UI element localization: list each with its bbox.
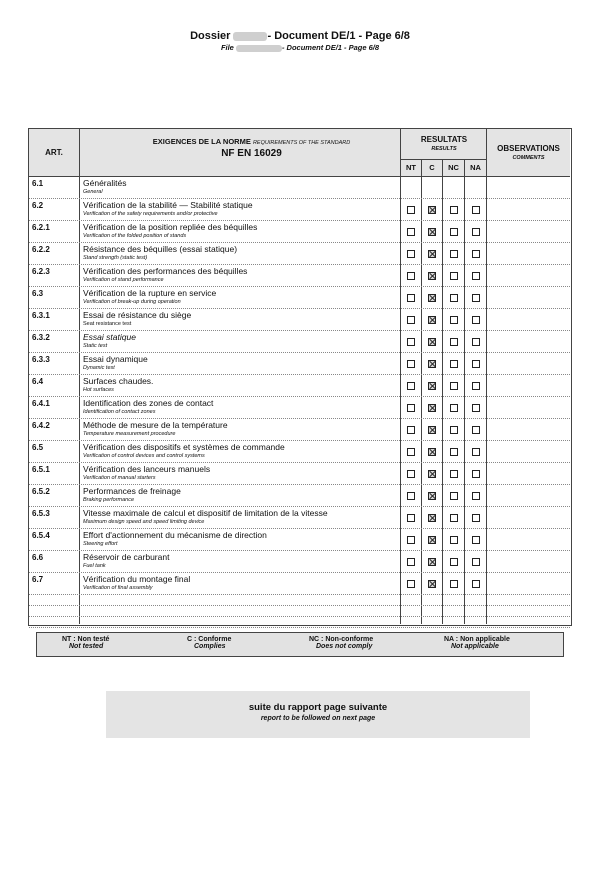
- checkbox-nt[interactable]: [407, 206, 415, 214]
- checkbox-c[interactable]: [428, 250, 436, 258]
- table-row: [29, 441, 570, 463]
- results-legend: [36, 632, 564, 657]
- table-row: [29, 199, 570, 221]
- observations-header-en: COMMENTS: [512, 155, 545, 161]
- checkbox-c[interactable]: [428, 316, 436, 324]
- row-requirement-fr: Vérification de la rupture en service: [83, 288, 217, 298]
- row-requirement-fr: Essai dynamique: [83, 354, 148, 364]
- results-subheader-divider: [401, 159, 487, 160]
- checkbox-na[interactable]: [472, 492, 480, 500]
- legend-na-en: Not applicable: [451, 643, 499, 650]
- row-requirement-en: Verification of final assembly: [83, 585, 153, 591]
- table-row: [29, 177, 570, 199]
- legend-na-fr: NA : Non applicable: [444, 636, 510, 643]
- empty-row: [29, 606, 570, 617]
- checkbox-na[interactable]: [472, 404, 480, 412]
- checkbox-c[interactable]: [428, 536, 436, 544]
- redacted-file-number: [233, 32, 267, 41]
- table-row: [29, 573, 570, 595]
- requirements-table: [28, 128, 572, 626]
- art-column-header: ART.: [45, 148, 63, 157]
- continuation-text-fr: suite du rapport page suivante: [248, 702, 388, 713]
- table-row: [29, 287, 570, 309]
- table-row: [29, 463, 570, 485]
- row-article-number: 6.3.2: [32, 333, 50, 342]
- checkbox-nt[interactable]: [407, 470, 415, 478]
- table-row: [29, 419, 570, 441]
- table-body: [29, 177, 570, 628]
- continuation-notice: [106, 691, 530, 738]
- checkbox-nt[interactable]: [407, 294, 415, 302]
- checkbox-na[interactable]: [472, 536, 480, 544]
- checkbox-nt[interactable]: [407, 536, 415, 544]
- row-requirement-fr: Performances de freinage: [83, 486, 181, 496]
- row-article-number: 6.3.1: [32, 311, 50, 320]
- results-header-fr: RESULTATS: [420, 135, 468, 144]
- header-file-label: File: [220, 43, 234, 52]
- observations-column-header: [487, 144, 570, 161]
- table-row: [29, 221, 570, 243]
- checkbox-na[interactable]: [472, 228, 480, 236]
- row-requirement-fr: Méthode de mesure de la température: [83, 420, 228, 430]
- row-requirement-en: Stand strength (static test): [83, 255, 148, 261]
- row-requirement-en: Dynamic test: [83, 365, 115, 371]
- checkbox-na[interactable]: [472, 206, 480, 214]
- checkbox-nt[interactable]: [407, 514, 415, 522]
- checkbox-nc[interactable]: [450, 360, 458, 368]
- checkbox-nc[interactable]: [450, 250, 458, 258]
- row-requirement-fr: Effort d'actionnement du mécanisme de direction: [83, 530, 267, 540]
- checkbox-c[interactable]: [428, 580, 436, 588]
- legend-nc-fr: NC : Non-conforme: [309, 636, 374, 643]
- table-row: [29, 529, 570, 551]
- checkbox-c[interactable]: [428, 558, 436, 566]
- checkbox-nc[interactable]: [450, 514, 458, 522]
- table-row: [29, 353, 570, 375]
- row-article-number: 6.2.1: [32, 223, 50, 232]
- empty-row: [29, 617, 570, 628]
- table-row: [29, 243, 570, 265]
- row-requirement-fr: Résistance des béquilles (essai statique): [83, 244, 238, 254]
- page-header: [0, 30, 600, 53]
- row-requirement-fr: Vérification de la position repliée des béquilles: [83, 222, 258, 232]
- observations-header-fr: OBSERVATIONS: [497, 144, 560, 153]
- checkbox-nt[interactable]: [407, 492, 415, 500]
- checkbox-nc[interactable]: [450, 404, 458, 412]
- row-requirement-en: Maximum design speed and speed limiting device: [83, 519, 205, 525]
- table-row: [29, 265, 570, 287]
- checkbox-nt[interactable]: [407, 404, 415, 412]
- checkbox-c[interactable]: [428, 360, 436, 368]
- checkbox-c[interactable]: [428, 492, 436, 500]
- header-line-fr: [0, 30, 600, 43]
- row-requirement-en: Verification of control devices and control systems: [83, 453, 205, 459]
- checkbox-na[interactable]: [472, 382, 480, 390]
- legend-na: [444, 636, 510, 650]
- row-article-number: 6.5.4: [32, 531, 50, 540]
- header-dossier-label: Dossier: [190, 30, 231, 42]
- results-header-en: RESULTS: [431, 146, 457, 152]
- row-article-number: 6.5.2: [32, 487, 50, 496]
- checkbox-nc[interactable]: [450, 316, 458, 324]
- checkbox-na[interactable]: [472, 338, 480, 346]
- checkbox-nc[interactable]: [450, 228, 458, 236]
- legend-c: [187, 636, 231, 650]
- checkbox-nt[interactable]: [407, 250, 415, 258]
- checkbox-nc[interactable]: [450, 580, 458, 588]
- requirements-header-en: REQUIREMENTS OF THE STANDARD: [252, 140, 351, 146]
- checkbox-c[interactable]: [428, 338, 436, 346]
- checkbox-c[interactable]: [428, 448, 436, 456]
- legend-nc-en: Does not comply: [316, 643, 373, 650]
- checkbox-nt[interactable]: [407, 316, 415, 324]
- col-c-header: C: [429, 163, 435, 172]
- table-row: [29, 485, 570, 507]
- requirements-header-fr: EXIGENCES DE LA NORME: [152, 137, 251, 146]
- row-article-number: 6.5: [32, 443, 44, 452]
- row-requirement-fr: Identification des zones de contact: [83, 398, 214, 408]
- row-article-number: 6.6: [32, 553, 44, 562]
- row-requirement-en: Static test: [83, 343, 108, 349]
- checkbox-nt[interactable]: [407, 580, 415, 588]
- checkbox-na[interactable]: [472, 272, 480, 280]
- row-requirement-fr: Essai statique: [83, 332, 136, 342]
- requirements-column-header: [79, 137, 424, 159]
- legend-c-en: Complies: [194, 643, 226, 650]
- checkbox-c[interactable]: [428, 294, 436, 302]
- row-article-number: 6.2.2: [32, 245, 50, 254]
- row-requirement-fr: Vérification du montage final: [83, 574, 191, 584]
- row-article-number: 6.4.2: [32, 421, 50, 430]
- row-requirement-fr: Vérification de la stabilité — Stabilité statique: [83, 200, 253, 210]
- checkbox-c[interactable]: [428, 382, 436, 390]
- row-requirement-en: Steering effort: [83, 541, 118, 547]
- header-line-en: [0, 43, 600, 53]
- checkbox-nc[interactable]: [450, 294, 458, 302]
- checkbox-nt[interactable]: [407, 382, 415, 390]
- row-requirement-en: Temperature measurement procedure: [83, 431, 176, 437]
- checkbox-na[interactable]: [472, 514, 480, 522]
- checkbox-na[interactable]: [472, 470, 480, 478]
- empty-row: [29, 595, 570, 606]
- row-requirement-en: Verification of the safety requirements and/or protective: [83, 211, 218, 217]
- checkbox-na[interactable]: [472, 250, 480, 258]
- row-article-number: 6.5.3: [32, 509, 50, 518]
- checkbox-nc[interactable]: [450, 426, 458, 434]
- checkbox-c[interactable]: [428, 206, 436, 214]
- col-nc-header: NC: [448, 163, 459, 172]
- checkbox-nt[interactable]: [407, 360, 415, 368]
- checkbox-nt[interactable]: [407, 426, 415, 434]
- checkbox-na[interactable]: [472, 558, 480, 566]
- row-requirement-en: Fuel tank: [83, 563, 106, 569]
- header-doc-ref-en: - Document DE/1 - Page 6/8: [281, 43, 380, 52]
- row-article-number: 6.1: [32, 179, 44, 188]
- checkbox-nt[interactable]: [407, 448, 415, 456]
- row-requirement-fr: Réservoir de carburant: [83, 552, 170, 562]
- checkbox-nc[interactable]: [450, 492, 458, 500]
- checkbox-na[interactable]: [472, 294, 480, 302]
- checkbox-nc[interactable]: [450, 206, 458, 214]
- row-article-number: 6.4: [32, 377, 44, 386]
- redacted-file-number-en: [236, 45, 282, 52]
- row-requirement-en: Verification of manual starters: [83, 475, 156, 481]
- checkbox-nc[interactable]: [450, 558, 458, 566]
- row-requirement-fr: Vitesse maximale de calcul et dispositif de limitation de la vitesse: [83, 508, 328, 518]
- row-requirement-en: Braking performance: [83, 497, 135, 503]
- row-requirement-fr: Surfaces chaudes.: [83, 376, 154, 386]
- checkbox-nc[interactable]: [450, 272, 458, 280]
- row-requirement-en: Seat resistance test: [83, 321, 132, 327]
- table-row: [29, 331, 570, 353]
- checkbox-c[interactable]: [428, 272, 436, 280]
- table-header: [29, 129, 570, 177]
- col-nt-header: NT: [406, 163, 416, 172]
- checkbox-c[interactable]: [428, 228, 436, 236]
- checkbox-nc[interactable]: [450, 470, 458, 478]
- checkbox-na[interactable]: [472, 426, 480, 434]
- row-article-number: 6.7: [32, 575, 44, 584]
- checkbox-c[interactable]: [428, 470, 436, 478]
- row-requirement-en: Hot surfaces: [83, 387, 114, 393]
- row-requirement-en: Verification of stand performance: [83, 277, 164, 283]
- legend-nt-fr: NT : Non testé: [62, 636, 110, 643]
- checkbox-nc[interactable]: [450, 382, 458, 390]
- header-doc-ref: - Document DE/1 - Page 6/8: [267, 30, 410, 42]
- checkbox-nt[interactable]: [407, 338, 415, 346]
- row-requirement-fr: Vérification des performances des béquilles: [83, 266, 248, 276]
- legend-c-fr: C : Conforme: [187, 636, 232, 643]
- checkbox-nc[interactable]: [450, 338, 458, 346]
- row-article-number: 6.5.1: [32, 465, 50, 474]
- col-na-header: NA: [470, 163, 481, 172]
- table-row: [29, 309, 570, 331]
- checkbox-nc[interactable]: [450, 536, 458, 544]
- results-column-header: [401, 135, 487, 152]
- table-row: [29, 397, 570, 419]
- checkbox-na[interactable]: [472, 580, 480, 588]
- row-article-number: 6.2: [32, 201, 44, 210]
- checkbox-c[interactable]: [428, 514, 436, 522]
- checkbox-na[interactable]: [472, 360, 480, 368]
- row-article-number: 6.4.1: [32, 399, 50, 408]
- checkbox-na[interactable]: [472, 448, 480, 456]
- row-article-number: 6.3: [32, 289, 44, 298]
- checkbox-nt[interactable]: [407, 272, 415, 280]
- row-requirement-en: Verification of break-up during operation: [83, 299, 181, 305]
- row-article-number: 6.3.3: [32, 355, 50, 364]
- checkbox-c[interactable]: [428, 404, 436, 412]
- row-requirement-fr: Vérification des dispositifs et systèmes de commande: [83, 442, 285, 452]
- legend-nt-en: Not tested: [69, 643, 104, 650]
- legend-nt: [62, 636, 109, 650]
- checkbox-nt[interactable]: [407, 558, 415, 566]
- legend-nc: [309, 636, 373, 650]
- row-requirement-fr: Essai de résistance du siège: [83, 310, 192, 320]
- table-row: [29, 375, 570, 397]
- table-row: [29, 507, 570, 529]
- row-requirement-en: General: [83, 189, 103, 195]
- row-requirement-fr: Vérification des lanceurs manuels: [83, 464, 211, 474]
- row-requirement-en: Verification of the folded position of stands: [83, 233, 187, 239]
- checkbox-nt[interactable]: [407, 228, 415, 236]
- checkbox-na[interactable]: [472, 316, 480, 324]
- row-requirement-fr: Généralités: [83, 178, 127, 188]
- row-article-number: 6.2.3: [32, 267, 50, 276]
- checkbox-nc[interactable]: [450, 448, 458, 456]
- table-row: [29, 551, 570, 573]
- standard-name: NF EN 16029: [221, 148, 282, 159]
- checkbox-c[interactable]: [428, 426, 436, 434]
- row-requirement-en: Identification of contact zones: [83, 409, 156, 415]
- continuation-text-en: report to be followed on next page: [260, 715, 376, 722]
